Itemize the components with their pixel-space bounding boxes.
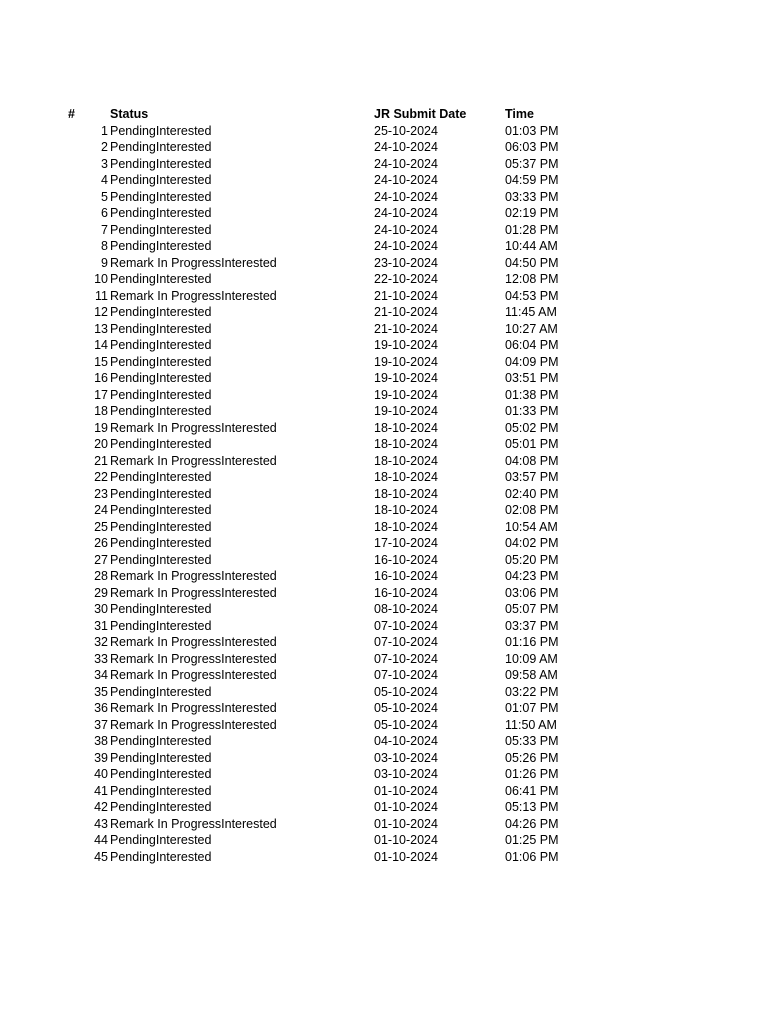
row-time: 09:58 AM xyxy=(505,668,558,682)
row-status: PendingInterested xyxy=(110,849,212,864)
row-status: PendingInterested xyxy=(110,222,212,237)
row-submit-date: 07-10-2024 xyxy=(374,635,438,649)
row-number: 21 xyxy=(94,453,108,468)
row-submit-date: 03-10-2024 xyxy=(374,750,438,765)
row-number: 45 xyxy=(94,849,108,864)
table-row xyxy=(0,370,768,387)
row-number: 5 xyxy=(101,189,108,204)
row-time: 02:08 PM xyxy=(505,503,559,517)
table-row xyxy=(0,634,768,651)
row-time: 02:40 PM xyxy=(505,486,559,501)
table-row xyxy=(0,717,768,734)
row-status: PendingInterested xyxy=(110,767,212,781)
table-row xyxy=(0,552,768,569)
row-time: 10:54 AM xyxy=(505,519,558,534)
table-row xyxy=(0,436,768,453)
table-row xyxy=(0,601,768,618)
header-time: Time xyxy=(505,107,534,121)
table-row xyxy=(0,486,768,503)
row-number: 11 xyxy=(95,288,108,303)
row-number: 20 xyxy=(94,437,108,451)
row-status: Remark In ProgressInterested xyxy=(110,668,277,682)
row-time: 03:37 PM xyxy=(505,618,559,633)
row-number: 12 xyxy=(94,305,108,319)
row-status: PendingInterested xyxy=(110,536,212,550)
row-submit-date: 05-10-2024 xyxy=(374,684,438,699)
row-status: Remark In ProgressInterested xyxy=(110,651,277,666)
row-time: 03:22 PM xyxy=(505,684,559,699)
row-submit-date: 01-10-2024 xyxy=(374,833,438,847)
table-header-row xyxy=(0,106,768,123)
row-status: Remark In ProgressInterested xyxy=(110,717,277,732)
row-number: 9 xyxy=(101,255,108,270)
row-time: 04:53 PM xyxy=(505,288,559,303)
row-submit-date: 07-10-2024 xyxy=(374,668,438,682)
row-status: PendingInterested xyxy=(110,371,212,385)
row-submit-date: 18-10-2024 xyxy=(374,519,438,534)
header-status: Status xyxy=(110,107,149,121)
row-status: PendingInterested xyxy=(110,618,212,633)
row-status: PendingInterested xyxy=(110,123,212,138)
row-number: 7 xyxy=(101,222,108,237)
row-time: 01:38 PM xyxy=(505,387,559,402)
row-submit-date: 01-10-2024 xyxy=(374,816,438,831)
row-number: 43 xyxy=(94,816,108,831)
row-submit-date: 25-10-2024 xyxy=(374,123,438,138)
table-row xyxy=(0,123,768,140)
header-submit-date: JR Submit Date xyxy=(374,107,467,121)
row-number: 38 xyxy=(94,734,108,748)
table-row xyxy=(0,700,768,717)
row-time: 01:33 PM xyxy=(505,404,559,418)
table-row xyxy=(0,271,768,288)
row-submit-date: 23-10-2024 xyxy=(374,255,438,270)
table-row xyxy=(0,255,768,272)
row-time: 01:28 PM xyxy=(505,222,559,237)
row-number: 8 xyxy=(101,239,108,253)
table-row xyxy=(0,799,768,816)
row-number: 40 xyxy=(94,767,108,781)
row-number: 3 xyxy=(101,156,108,171)
row-submit-date: 18-10-2024 xyxy=(374,420,438,435)
row-time: 05:26 PM xyxy=(505,750,559,765)
row-submit-date: 16-10-2024 xyxy=(374,585,438,600)
table-row xyxy=(0,469,768,486)
table-row xyxy=(0,519,768,536)
row-number: 34 xyxy=(94,668,108,682)
row-number: 17 xyxy=(94,387,108,402)
table-row xyxy=(0,172,768,189)
row-submit-date: 08-10-2024 xyxy=(374,602,438,616)
row-number: 13 xyxy=(94,321,108,336)
table-row xyxy=(0,568,768,585)
row-number: 35 xyxy=(94,684,108,699)
table-row xyxy=(0,816,768,833)
row-status: PendingInterested xyxy=(110,437,212,451)
row-number: 30 xyxy=(94,602,108,616)
row-time: 05:13 PM xyxy=(505,800,559,814)
row-time: 04:09 PM xyxy=(505,354,559,369)
table-row xyxy=(0,733,768,750)
row-submit-date: 24-10-2024 xyxy=(374,189,438,204)
row-submit-date: 19-10-2024 xyxy=(374,404,438,418)
row-number: 37 xyxy=(94,717,108,732)
row-number: 29 xyxy=(94,585,108,600)
table-row xyxy=(0,783,768,800)
row-time: 04:02 PM xyxy=(505,536,559,550)
row-number: 19 xyxy=(94,420,108,435)
row-submit-date: 21-10-2024 xyxy=(374,305,438,319)
row-number: 32 xyxy=(94,635,108,649)
table-body xyxy=(0,123,768,866)
table-row xyxy=(0,750,768,767)
row-time: 03:06 PM xyxy=(505,585,559,600)
row-number: 15 xyxy=(94,354,108,369)
row-status: PendingInterested xyxy=(110,470,212,484)
row-status: PendingInterested xyxy=(110,734,212,748)
row-submit-date: 07-10-2024 xyxy=(374,651,438,666)
row-time: 10:09 AM xyxy=(505,651,558,666)
row-number: 4 xyxy=(101,173,108,187)
table-row xyxy=(0,354,768,371)
table-row xyxy=(0,667,768,684)
row-number: 24 xyxy=(94,503,108,517)
table-row xyxy=(0,766,768,783)
row-number: 1 xyxy=(101,123,108,138)
table-row xyxy=(0,832,768,849)
row-number: 22 xyxy=(94,470,108,484)
row-submit-date: 05-10-2024 xyxy=(374,717,438,732)
row-number: 25 xyxy=(94,519,108,534)
row-status: Remark In ProgressInterested xyxy=(110,701,277,715)
row-time: 11:50 AM xyxy=(505,717,557,732)
row-time: 06:04 PM xyxy=(505,338,559,352)
row-time: 03:51 PM xyxy=(505,371,559,385)
row-time: 01:25 PM xyxy=(505,833,559,847)
row-time: 01:06 PM xyxy=(505,849,559,864)
row-submit-date: 18-10-2024 xyxy=(374,453,438,468)
row-time: 10:44 AM xyxy=(505,239,558,253)
row-time: 04:26 PM xyxy=(505,816,559,831)
row-status: PendingInterested xyxy=(110,156,212,171)
row-status: Remark In ProgressInterested xyxy=(110,569,277,583)
row-submit-date: 24-10-2024 xyxy=(374,222,438,237)
table-row xyxy=(0,288,768,305)
table-row xyxy=(0,304,768,321)
row-status: PendingInterested xyxy=(110,404,212,418)
row-status: PendingInterested xyxy=(110,354,212,369)
row-status: Remark In ProgressInterested xyxy=(110,288,277,303)
row-status: Remark In ProgressInterested xyxy=(110,420,277,435)
row-status: PendingInterested xyxy=(110,189,212,204)
table-row xyxy=(0,156,768,173)
row-submit-date: 18-10-2024 xyxy=(374,470,438,484)
table-row xyxy=(0,205,768,222)
table-row xyxy=(0,403,768,420)
row-status: Remark In ProgressInterested xyxy=(110,585,277,600)
header-number: # xyxy=(68,107,75,121)
row-submit-date: 17-10-2024 xyxy=(374,536,438,550)
row-submit-date: 01-10-2024 xyxy=(374,800,438,814)
row-status: PendingInterested xyxy=(110,800,212,814)
row-time: 01:16 PM xyxy=(505,635,559,649)
row-time: 12:08 PM xyxy=(505,272,559,286)
row-number: 27 xyxy=(94,552,108,567)
row-submit-date: 24-10-2024 xyxy=(374,173,438,187)
row-status: PendingInterested xyxy=(110,833,212,847)
row-time: 05:20 PM xyxy=(505,552,559,567)
row-number: 23 xyxy=(94,486,108,501)
row-number: 18 xyxy=(94,404,108,418)
row-status: Remark In ProgressInterested xyxy=(110,635,277,649)
row-submit-date: 01-10-2024 xyxy=(374,849,438,864)
row-submit-date: 03-10-2024 xyxy=(374,767,438,781)
table-row xyxy=(0,453,768,470)
row-number: 2 xyxy=(101,140,108,154)
row-number: 26 xyxy=(94,536,108,550)
row-time: 03:57 PM xyxy=(505,470,559,484)
row-submit-date: 24-10-2024 xyxy=(374,239,438,253)
row-time: 04:59 PM xyxy=(505,173,559,187)
row-status: Remark In ProgressInterested xyxy=(110,255,277,270)
table-row xyxy=(0,618,768,635)
row-submit-date: 21-10-2024 xyxy=(374,321,438,336)
row-time: 11:45 AM xyxy=(505,305,557,319)
row-submit-date: 24-10-2024 xyxy=(374,156,438,171)
row-number: 33 xyxy=(94,651,108,666)
row-status: PendingInterested xyxy=(110,503,212,517)
row-time: 06:03 PM xyxy=(505,140,559,154)
row-number: 36 xyxy=(94,701,108,715)
row-submit-date: 24-10-2024 xyxy=(374,206,438,220)
row-submit-date: 05-10-2024 xyxy=(374,701,438,715)
row-number: 31 xyxy=(94,618,108,633)
row-submit-date: 24-10-2024 xyxy=(374,140,438,154)
row-number: 39 xyxy=(94,750,108,765)
table-row xyxy=(0,684,768,701)
row-status: PendingInterested xyxy=(110,173,212,187)
row-number: 16 xyxy=(94,371,108,385)
row-status: PendingInterested xyxy=(110,321,212,336)
row-number: 44 xyxy=(94,833,108,847)
row-status: Remark In ProgressInterested xyxy=(110,453,277,468)
row-number: 28 xyxy=(94,569,108,583)
row-submit-date: 07-10-2024 xyxy=(374,618,438,633)
row-time: 03:33 PM xyxy=(505,189,559,204)
table-row xyxy=(0,651,768,668)
table-row xyxy=(0,387,768,404)
row-number: 6 xyxy=(101,206,108,220)
row-status: Remark In ProgressInterested xyxy=(110,816,277,831)
row-status: PendingInterested xyxy=(110,239,212,253)
table-row xyxy=(0,189,768,206)
row-submit-date: 18-10-2024 xyxy=(374,503,438,517)
row-submit-date: 18-10-2024 xyxy=(374,486,438,501)
row-status: PendingInterested xyxy=(110,552,212,567)
row-submit-date: 16-10-2024 xyxy=(374,552,438,567)
table-row xyxy=(0,502,768,519)
row-submit-date: 19-10-2024 xyxy=(374,338,438,352)
row-status: PendingInterested xyxy=(110,519,212,534)
data-sheet xyxy=(0,106,768,865)
row-time: 01:26 PM xyxy=(505,767,559,781)
row-time: 05:07 PM xyxy=(505,602,559,616)
row-submit-date: 21-10-2024 xyxy=(374,288,438,303)
row-time: 05:01 PM xyxy=(505,437,559,451)
table-row xyxy=(0,535,768,552)
row-time: 04:08 PM xyxy=(505,453,559,468)
row-time: 01:03 PM xyxy=(505,123,559,138)
row-submit-date: 04-10-2024 xyxy=(374,734,438,748)
row-status: PendingInterested xyxy=(110,750,212,765)
row-status: PendingInterested xyxy=(110,783,212,798)
row-submit-date: 18-10-2024 xyxy=(374,437,438,451)
row-time: 04:23 PM xyxy=(505,569,559,583)
row-time: 10:27 AM xyxy=(505,321,558,336)
row-time: 05:02 PM xyxy=(505,420,559,435)
table-row xyxy=(0,337,768,354)
row-submit-date: 19-10-2024 xyxy=(374,371,438,385)
row-number: 42 xyxy=(94,800,108,814)
row-status: PendingInterested xyxy=(110,387,212,402)
table-row xyxy=(0,238,768,255)
table-row xyxy=(0,585,768,602)
row-submit-date: 19-10-2024 xyxy=(374,387,438,402)
table-row xyxy=(0,849,768,866)
row-submit-date: 22-10-2024 xyxy=(374,272,438,286)
row-submit-date: 19-10-2024 xyxy=(374,354,438,369)
row-number: 14 xyxy=(94,338,108,352)
row-status: PendingInterested xyxy=(110,140,212,154)
table-row xyxy=(0,321,768,338)
row-number: 41 xyxy=(94,783,108,798)
row-time: 05:33 PM xyxy=(505,734,559,748)
row-time: 04:50 PM xyxy=(505,255,559,270)
table-row xyxy=(0,139,768,156)
row-time: 05:37 PM xyxy=(505,156,559,171)
row-status: PendingInterested xyxy=(110,272,212,286)
row-status: PendingInterested xyxy=(110,338,212,352)
row-status: PendingInterested xyxy=(110,684,212,699)
row-time: 02:19 PM xyxy=(505,206,559,220)
table-row xyxy=(0,222,768,239)
row-time: 06:41 PM xyxy=(505,783,559,798)
row-number: 10 xyxy=(94,272,108,286)
row-status: PendingInterested xyxy=(110,305,212,319)
row-time: 01:07 PM xyxy=(505,701,559,715)
row-status: PendingInterested xyxy=(110,602,212,616)
row-submit-date: 01-10-2024 xyxy=(374,783,438,798)
row-submit-date: 16-10-2024 xyxy=(374,569,438,583)
row-status: PendingInterested xyxy=(110,206,212,220)
row-status: PendingInterested xyxy=(110,486,212,501)
table-row xyxy=(0,420,768,437)
